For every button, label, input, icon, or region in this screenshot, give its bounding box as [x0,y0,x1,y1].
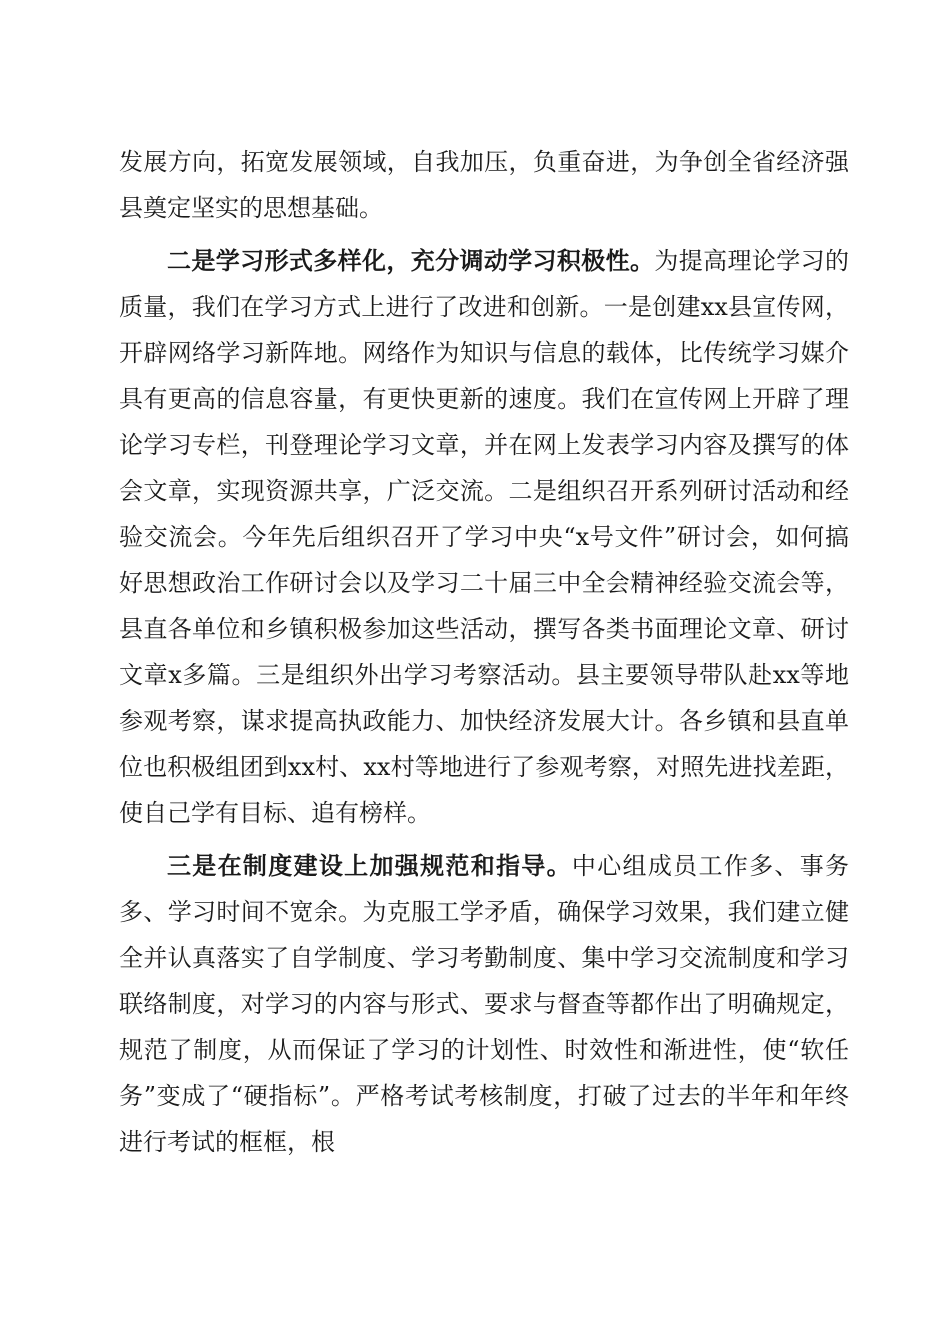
paragraph-2-text: 为提高理论学习的质量，我们在学习方式上进行了改进和创新。一是创建xx县宣传网，开辟网络学习新阵地。网络作为知识与信息的载体，比传统学习媒介具有更高的信息容量，有更快更新的速度。我们在宣传网上开辟了理论学习专栏，刊登理论学习文章，并在网上发表学习内容及撰写的体会文章，实现资源共享，广泛交流。二是组织召开系列研讨活动和经验交流会。今年先后组织召开了学习中央“x号文件”研讨会，如何搞好思想政治工作研讨会以及学习二十届三中全会精神经验交流会等，县直各单位和乡镇积极参加这些活动，撰写各类书面理论文章、研讨文章x多篇。三是组织外出学习考察活动。县主要领导带队赴xx等地参观考察，谋求提高执政能力、加快经济发展大计。各乡镇和县直单位也积极组团到xx村、xx村等地进行了参观考察，对照先进找差距，使自己学有目标、追有榜样。 [119,247,849,827]
paragraph-1-text: 发展方向，拓宽发展领域，自我加压，负重奋进，为争创全省经济强县奠定坚实的思想基础。 [119,148,849,222]
paragraph-3 [119,843,849,1165]
document-body [119,139,849,1165]
paragraph-3-text: 中心组成员工作多、事务多、学习时间不宽余。为克服工学矛盾，确保学习效果，我们建立健全并认真落实了自学制度、学习考勤制度、集中学习交流制度和学习联络制度，对学习的内容与形式、要求与督查等都作出了明确规定，规范了制度，从而保证了学习的计划性、时效性和渐进性，使“软任务”变成了“硬指标”。严格考试考核制度，打破了过去的半年和年终进行考试的框框，根 [119,852,849,1156]
paragraph-2-lead: 二是学习形式多样化，充分调动学习积极性。 [167,246,655,275]
paragraph-2 [119,238,849,836]
paragraph-3-lead: 三是在制度建设上加强规范和指导。 [167,851,572,880]
paragraph-1 [119,139,849,231]
